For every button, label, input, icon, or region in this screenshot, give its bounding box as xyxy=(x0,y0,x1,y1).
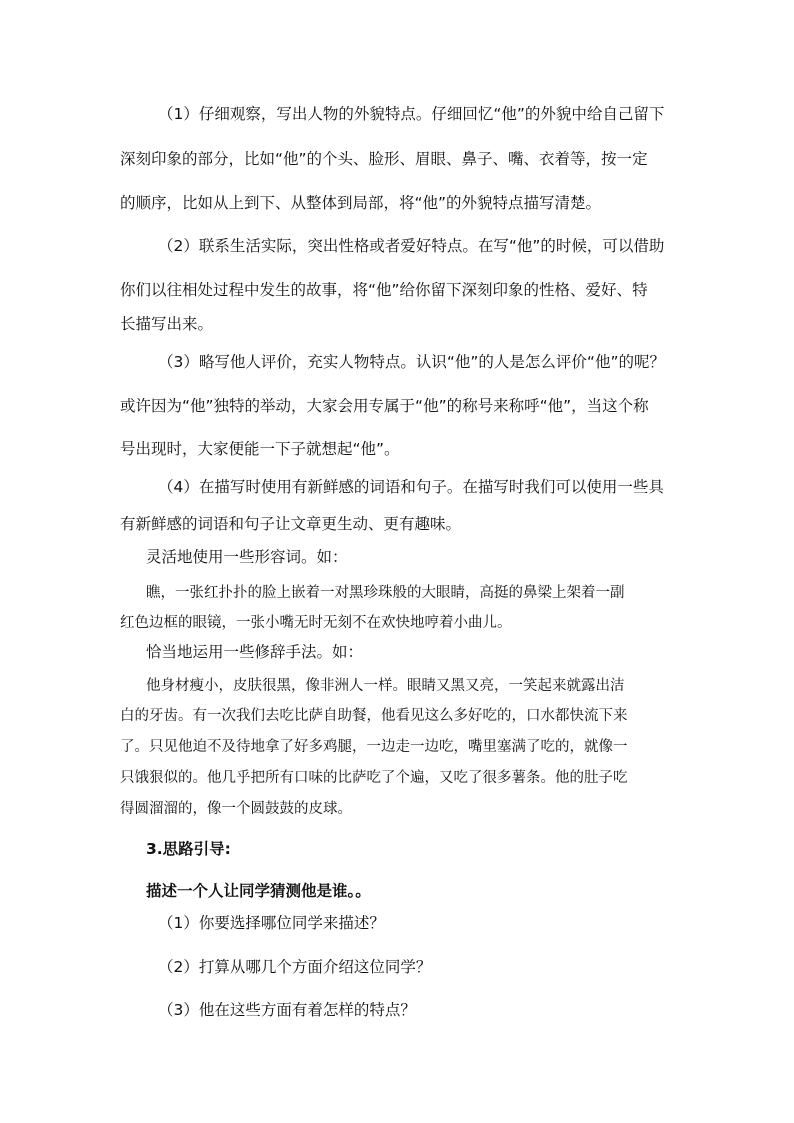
adjective-intro: 灵活地使用一些形容词。如： xyxy=(146,548,348,566)
example-1-line-1: 瞧，一张红扑扑的脸上嵌着一对黑珍珠般的大眼睛，高挺的鼻梁上架着一副 xyxy=(146,585,625,601)
paragraph-3-line-1: （3）略写他人评价，充实人物特点。认识“他”的人是怎么评价“他”的呢？ xyxy=(158,353,665,371)
paragraph-1-line-1: （1）仔细观察，写出人物的外貌特点。仔细回忆“他”的外貌中给自己留下 xyxy=(158,105,665,123)
paragraph-3-line-3: 号出现时，大家便能一下子就想起“他”。 xyxy=(120,440,400,458)
paragraph-1-line-2: 深刻印象的部分，比如“他”的个头、脸形、眉眼、鼻子、嘴、衣着等，按一定 xyxy=(120,150,648,168)
paragraph-1-line-3: 的顺序，比如从上到下、从整体到局部，将“他”的外貌特点描写清楚。 xyxy=(120,194,602,212)
section-heading: 3.思路引导: xyxy=(146,840,231,858)
example-2-line-1: 他身材瘦小，皮肤很黑，像非洲人一样。眼睛又黑又亮，一笑起来就露出洁 xyxy=(146,678,625,694)
paragraph-4-line-1: （4）在描写时使用有新鲜感的词语和句子。在描写时我们可以使用一些具 xyxy=(158,478,664,496)
rhetoric-intro: 恰当地运用一些修辞手法。如： xyxy=(146,643,364,661)
example-1-line-2: 红色边框的眼镜，一张小嘴无时无刻不在欢快地哼着小曲儿。 xyxy=(120,615,512,631)
paragraph-3-line-2: 或许因为“他”独特的举动，大家会用专属于“他”的称号来称呼“他”，当这个称 xyxy=(120,397,649,415)
paragraph-2-line-2: 你们以往相处过程中发生的故事，将“他”给你留下深刻印象的性格、爱好、特 xyxy=(120,281,648,299)
example-2-line-5: 得圆溜溜的，像一个圆鼓鼓的皮球。 xyxy=(120,801,352,817)
question-1: （1）你要选择哪位同学来描述？ xyxy=(158,914,385,932)
task-statement: 描述一个人让同学猜测他是谁。。 xyxy=(146,882,371,900)
example-2-line-3: 了。只见他迫不及待地拿了好多鸡腿，一边走一边吃，嘴里塞满了吃的，就像一 xyxy=(120,739,628,755)
question-2: （2）打算从哪几个方面介绍这位同学？ xyxy=(158,958,432,976)
paragraph-2-line-3: 长描写出来。 xyxy=(120,315,214,333)
paragraph-4-line-2: 有新鲜感的词语和句子让文章更生动、更有趣味。 xyxy=(120,515,462,533)
paragraph-2-line-1: （2）联系生活实际，突出性格或者爱好特点。在写“他”的时候，可以借助 xyxy=(158,237,665,255)
example-2-line-2: 白的牙齿。有一次我们去吃比萨自助餐，他看见这么多好吃的，口水都快流下来 xyxy=(120,708,628,724)
question-3: （3）他在这些方面有着怎样的特点？ xyxy=(158,1001,416,1019)
example-2-line-4: 只饿狠似的。他几乎把所有口味的比萨吃了个遍，又吃了很多薯条。他的肚子吃 xyxy=(120,770,628,786)
